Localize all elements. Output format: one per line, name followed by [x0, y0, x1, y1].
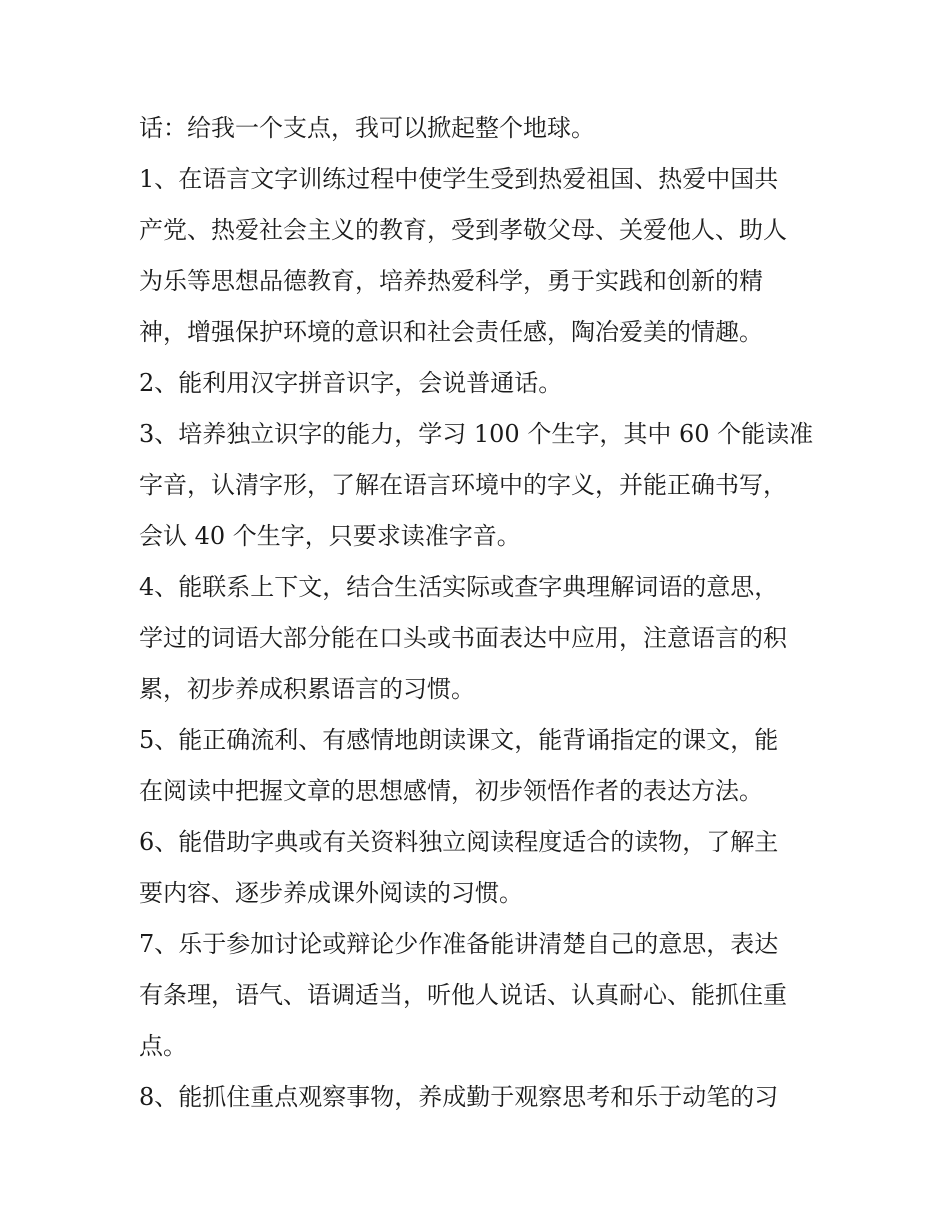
- text-line: 6、能借助字典或有关资料独立阅读程度适合的读物，了解主: [139, 828, 779, 856]
- text-line: 产党、热爱社会主义的教育，受到孝敬父母、关爱他人、助人: [139, 216, 787, 244]
- text-line: 字音，认清字形，了解在语言环境中的字义，并能正确书写，: [139, 471, 787, 499]
- text-line: 4、能联系上下文，结合生活实际或查字典理解词语的意思，: [139, 573, 779, 601]
- text-line: 1、在语言文字训练过程中使学生受到热爱祖国、热爱中国共: [139, 165, 779, 193]
- text-line: 神，增强保护环境的意识和社会责任感，陶冶爱美的情趣。: [139, 318, 763, 346]
- text-line: 7、乐于参加讨论或辩论少作准备能讲清楚自己的意思，表达: [139, 930, 779, 958]
- text-line: 会认 40 个生字，只要求读准字音。: [139, 522, 521, 550]
- text-line: 要内容、逐步养成课外阅读的习惯。: [139, 879, 523, 907]
- text-line: 2、能利用汉字拼音识字，会说普通话。: [139, 369, 563, 397]
- text-line: 在阅读中把握文章的思想感情，初步领悟作者的表达方法。: [139, 777, 763, 805]
- text-line: 为乐等思想品德教育，培养热爱科学，勇于实践和创新的精: [139, 267, 763, 295]
- text-line: 学过的词语大部分能在口头或书面表达中应用，注意语言的积: [139, 624, 787, 652]
- text-line: 有条理，语气、语调适当，听他人说话、认真耐心、能抓住重: [139, 981, 787, 1009]
- text-line: 3、培养独立识字的能力，学习 100 个生字，其中 60 个能读准: [139, 420, 814, 448]
- text-line: 8、能抓住重点观察事物，养成勤于观察思考和乐于动笔的习: [139, 1083, 779, 1111]
- text-line: 点。: [139, 1032, 187, 1060]
- text-line: 话：给我一个支点，我可以掀起整个地球。: [139, 114, 595, 142]
- text-line: 累，初步养成积累语言的习惯。: [139, 675, 475, 703]
- text-line: 5、能正确流利、有感情地朗读课文，能背诵指定的课文，能: [139, 726, 779, 754]
